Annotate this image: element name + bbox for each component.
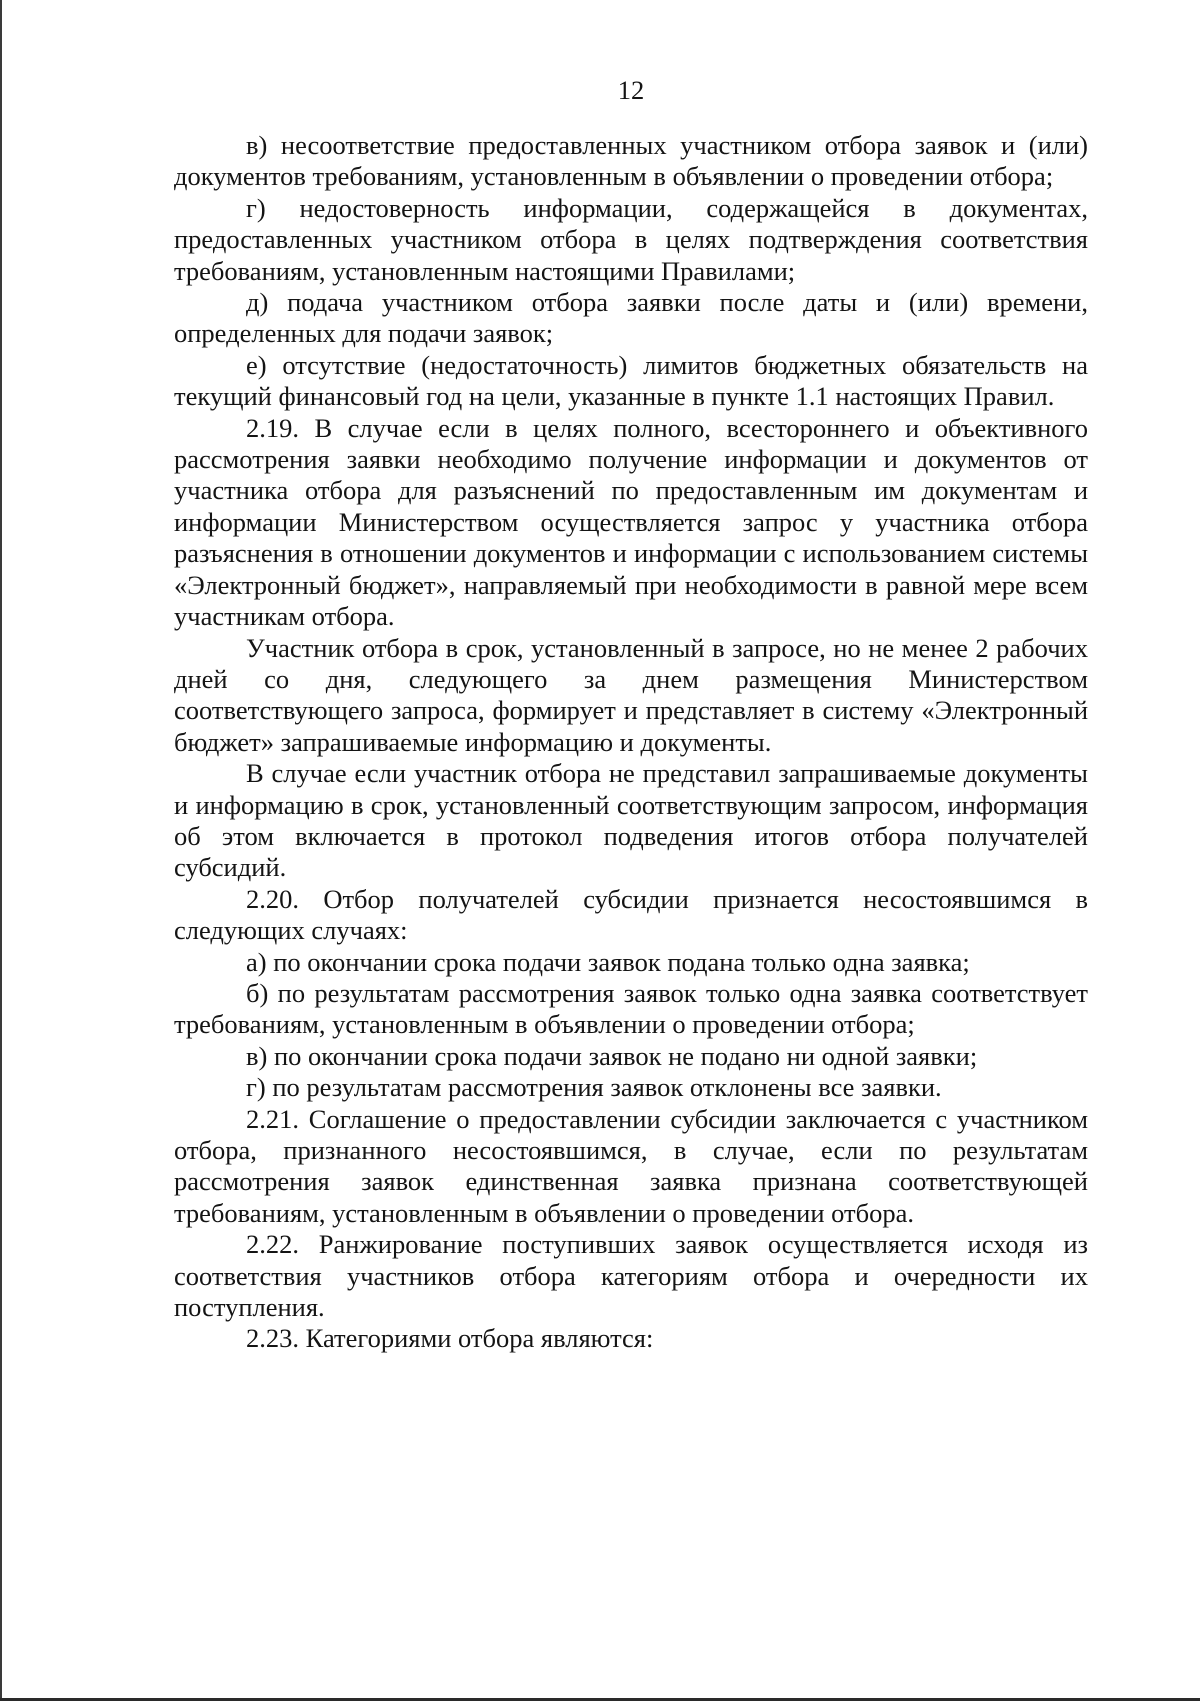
document-page <box>174 70 1088 1355</box>
paragraph-item-v: в) несоответствие предоставленных участником отбора заявок и (или) документов требованиям, установленным в объявлении о проведении отбора; <box>174 130 1088 192</box>
paragraph-2-20-v: в) по окончании срока подачи заявок не подано ни одной заявки; <box>246 1040 978 1071</box>
paragraph-item-e: е) отсутствие (недостаточность) лимитов бюджетных обязательств на текущий финансовый год на цели, указанные в пункте 1.1 настоящих Правил. <box>174 349 1088 412</box>
scan-left-edge <box>0 0 2 1701</box>
paragraph-2-20-a: а) по окончании срока подачи заявок подана только одна заявка; <box>246 946 970 977</box>
paragraph-2-19-failure: В случае если участник отбора не представил запрашиваемые документы и информацию в срок, установленный соответствующим запросом, информация об этом включается в протокол подведения итогов отбора получателей субсидий. <box>174 758 1088 883</box>
paragraph-2-20-b: б) по результатам рассмотрения заявок только одна заявка соответствует требованиям, установленным в объявлении о проведении отбора; <box>174 977 1088 1040</box>
paragraph-2-20: 2.20. Отбор получателей субсидии признается несостоявшимся в следующих случаях: <box>174 883 1088 946</box>
paragraph-2-22: 2.22. Ранжирование поступивших заявок осуществляется исходя из соответствия участников отбора категориям отбора и очередности их поступления. <box>174 1229 1088 1323</box>
paragraph-item-g: г) недостоверность информации, содержащейся в документах, предоставленных участником отбора в целях подтверждения соответствия требованиям, установленным настоящими Правилами; <box>174 192 1088 286</box>
paragraph-2-20-g: г) по результатам рассмотрения заявок отклонены все заявки. <box>246 1072 942 1103</box>
paragraph-2-23: 2.23. Категориями отбора являются: <box>246 1323 654 1354</box>
paragraph-2-19-response: Участник отбора в срок, установленный в запросе, но не менее 2 рабочих дней со дня, следующего за днем размещения Министерством соответствующего запроса, формирует и представляет в систему «Электронный бюджет» запрашиваемые информацию и документы. <box>174 632 1088 757</box>
page-number: 12 <box>617 75 645 105</box>
paragraph-2-19: 2.19. В случае если в целях полного, всестороннего и объективного рассмотрения заявки необходимо получение информации и документов от участника отбора для разъяснений по предоставленным им документам и информации Министерством осуществляется запрос у участника отбора разъяснения в отношении документов и информации с использованием системы «Электронный бюджет», направляемый при необходимости в равной мере всем участникам отбора. <box>174 412 1088 632</box>
paragraph-item-d: д) подача участником отбора заявки после даты и (или) времени, определенных для подачи заявок; <box>174 287 1088 349</box>
paragraph-2-21: 2.21. Соглашение о предоставлении субсидии заключается с участником отбора, признанного несостоявшимся, в случае, если по результатам рассмотрения заявок единственная заявка признана соответствующей требованиям, установленным в объявлении о проведении отбора. <box>174 1103 1088 1228</box>
